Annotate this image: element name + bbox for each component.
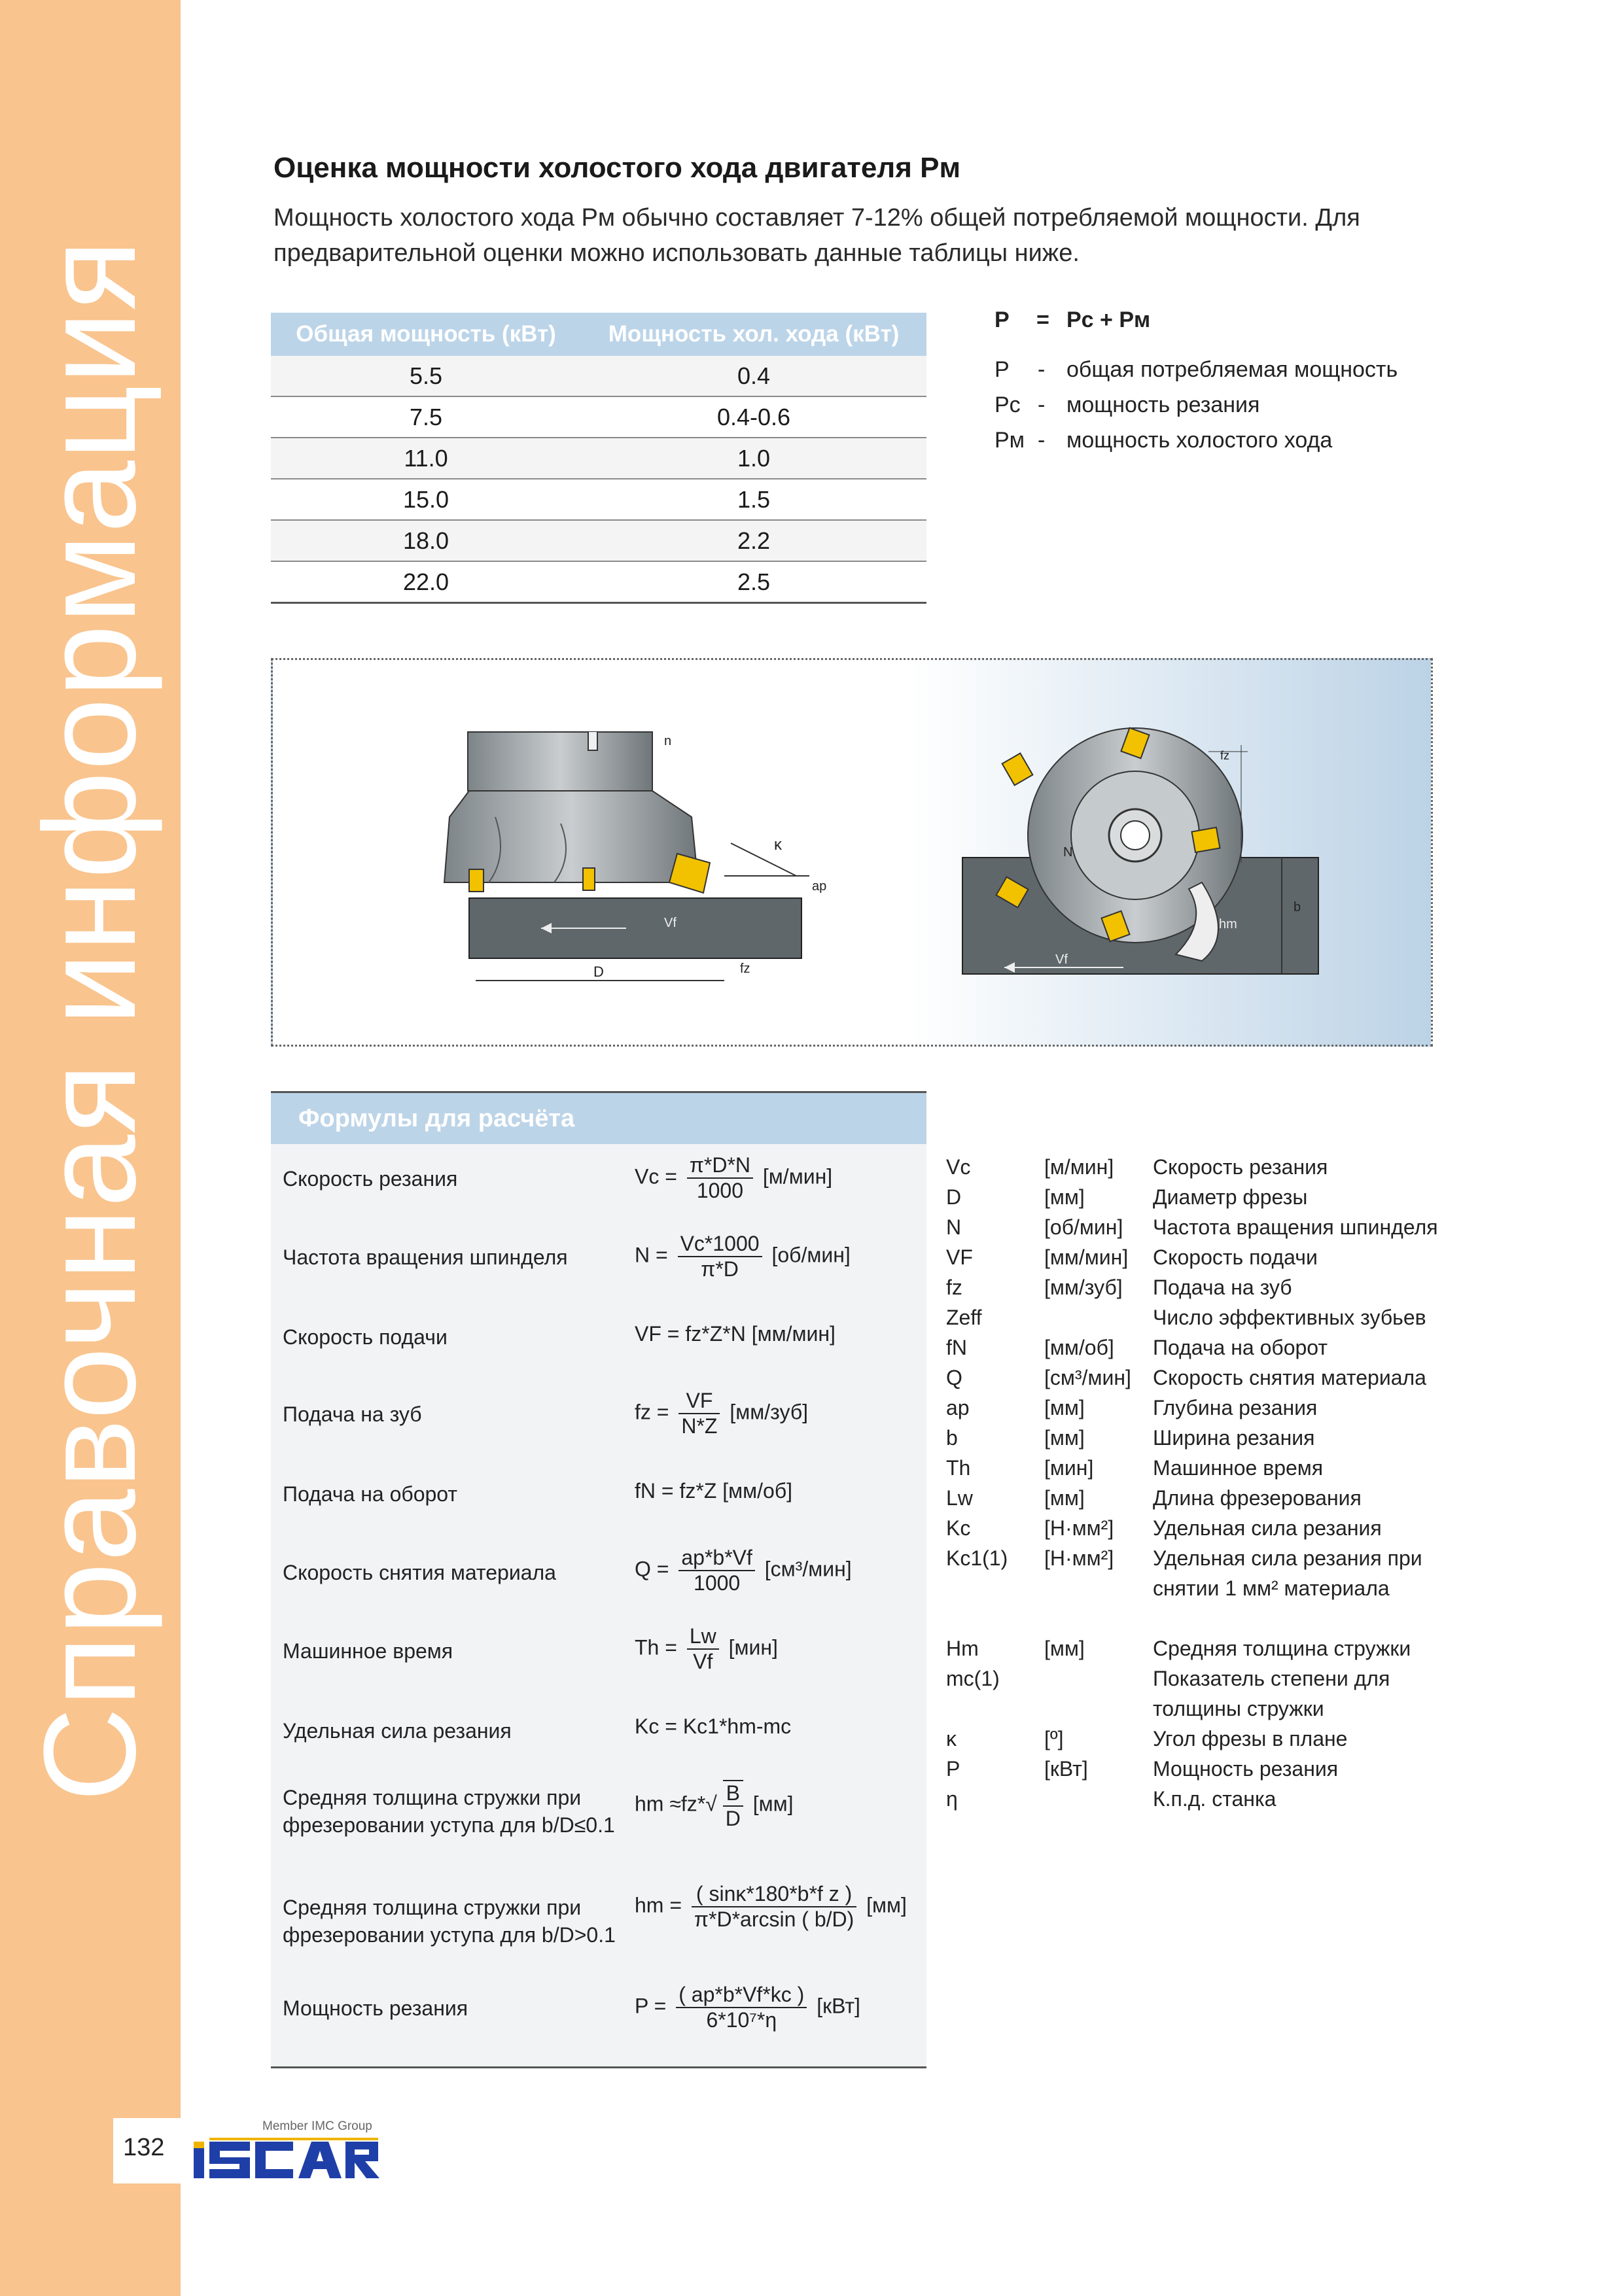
formula-denominator: D	[725, 1807, 741, 1830]
equation-lhs: P	[995, 307, 1010, 332]
legend-symbol: Kc1(1)	[946, 1546, 1008, 1570]
formula-fraction	[678, 1389, 720, 1438]
legend-unit: [мм]	[1044, 1426, 1085, 1450]
legend-unit: [мин]	[1044, 1456, 1094, 1480]
insert-icon	[1002, 754, 1033, 786]
table-cell: 0.4	[581, 356, 926, 396]
formula-unit: [мин]	[728, 1635, 778, 1660]
table-cell: 0.4-0.6	[581, 396, 926, 438]
legend-unit: [мм]	[1044, 1637, 1085, 1660]
formula-name: Скорость подачи	[283, 1325, 448, 1349]
table-cell: 7.5	[271, 396, 581, 438]
legend-unit: [Н·мм²]	[1044, 1546, 1114, 1570]
milling-diagram	[271, 658, 1433, 1047]
formula-denominator: 1000	[694, 1571, 741, 1595]
formula-expression	[635, 1232, 851, 1281]
legend-symbol: VF	[946, 1245, 973, 1269]
formula-denominator: 1000	[696, 1179, 743, 1202]
table-row	[271, 520, 926, 561]
definition-text: общая потребляемая мощность	[1066, 357, 1398, 382]
legend-symbol: mc(1)	[946, 1667, 1000, 1690]
legend-unit: [Н·мм²]	[1044, 1516, 1114, 1540]
legend-symbol: η	[946, 1787, 958, 1811]
formula-lhs: Th =	[635, 1635, 677, 1660]
legend-description: Глубина резания	[1153, 1396, 1318, 1419]
formula-fraction	[676, 1983, 807, 2032]
definition-symbol: P	[995, 357, 1010, 382]
table-cell: 18.0	[271, 520, 581, 561]
legend-unit: [мм]	[1044, 1396, 1085, 1419]
formula-expression	[635, 1389, 808, 1438]
legend-description: Длина фрезерования	[1153, 1486, 1362, 1510]
formula-fraction	[687, 1624, 719, 1674]
legend-symbol: Lw	[946, 1486, 973, 1510]
formula-expression	[635, 1322, 836, 1346]
table-cell: 2.2	[581, 520, 926, 561]
legend-description: К.п.д. станка	[1153, 1787, 1277, 1811]
label-vf: Vf	[664, 916, 677, 930]
table-row	[271, 561, 926, 603]
formula-name: Подача на оборот	[283, 1482, 458, 1506]
idle-power-table	[271, 313, 926, 604]
table-row	[271, 479, 926, 520]
legend-unit: [º]	[1044, 1727, 1064, 1750]
formula-expression	[635, 1546, 852, 1595]
legend-description: Скорость подачи	[1153, 1245, 1318, 1269]
formula-fraction	[678, 1546, 755, 1595]
formula-expression	[635, 1479, 792, 1503]
formula-unit: [мм]	[752, 1792, 794, 1816]
formula-table	[271, 1091, 926, 2068]
formula-name: Мощность резания	[283, 1996, 468, 2020]
formula-expression	[635, 1780, 793, 1831]
legend-description: Удельная сила резания	[1153, 1516, 1382, 1540]
legend-description: Мощность резания	[1153, 1757, 1339, 1781]
label-N: N	[1063, 845, 1073, 860]
definition-dash: -	[1038, 392, 1046, 417]
formula-name: Скорость снятия материала	[283, 1561, 556, 1584]
formula-denominator: 6*10⁷*η	[706, 2008, 777, 2032]
formula-lhs: P =	[635, 1994, 667, 2018]
label-b: b	[1294, 900, 1301, 914]
legend-description: Частота вращения шпинделя	[1153, 1215, 1438, 1239]
table-row	[271, 356, 926, 396]
table-cell: 1.0	[581, 438, 926, 479]
formula-table-header	[271, 1093, 926, 1144]
formula-numerator: π*D*N	[687, 1153, 753, 1179]
formula-name: Подача на зуб	[283, 1402, 422, 1426]
formula-fraction	[723, 1780, 743, 1831]
workpiece-left	[469, 898, 801, 958]
label-hm: hm	[1219, 917, 1237, 931]
formula-name: Средняя толщина стружки при фрезеровании уступа для b/D>0.1	[283, 1896, 616, 1947]
formula-name: Средняя толщина стружки при фрезеровании уступа для b/D≤0.1	[283, 1786, 615, 1837]
formula-lhs: hm =	[635, 1893, 682, 1917]
formula-numerator: B	[723, 1781, 743, 1807]
mill-shank	[468, 732, 652, 791]
label-d: D	[593, 964, 604, 980]
legend-symbol: Zeff	[946, 1306, 982, 1329]
legend-symbol: Hm	[946, 1637, 979, 1660]
definition-dash: -	[1038, 357, 1046, 382]
formula-name: Скорость резания	[283, 1167, 458, 1191]
insert-icon	[469, 869, 484, 892]
definition-text: мощность резания	[1066, 392, 1260, 417]
legend-description: Удельная сила резания при	[1153, 1546, 1422, 1570]
formula-name: Удельная сила резания	[283, 1719, 512, 1743]
legend-description: Подача на оборот	[1153, 1336, 1328, 1359]
formula-numerator: ( ap*b*Vf*kc )	[676, 1983, 807, 2008]
legend-unit: [об/мин]	[1044, 1215, 1123, 1239]
legend-unit: [мм]	[1044, 1486, 1085, 1510]
formula-lhs: Q =	[635, 1557, 669, 1581]
table-row	[271, 396, 926, 438]
legend-unit: [мм/об]	[1044, 1336, 1114, 1359]
legend-symbol: fN	[946, 1336, 967, 1359]
legend-description: Ширина резания	[1153, 1426, 1315, 1450]
legend-description: Диаметр фрезы	[1153, 1185, 1308, 1209]
section-intro: Мощность холостого хода Pм обычно составляет 7-12% общей потребляемой мощности. Для предварительной оценки можно использовать данные таблицы ниже.	[273, 204, 1360, 267]
definition-symbol: Pм	[995, 428, 1025, 453]
formula-denominator: N*Z	[681, 1414, 718, 1438]
milling-illustration	[273, 660, 1431, 1045]
equation-rhs: Pс + Pм	[1066, 307, 1151, 332]
legend-description: Скорость снятия материала	[1153, 1366, 1426, 1389]
formula-numerator: ap*b*Vf	[678, 1546, 755, 1571]
legend-description: Скорость резания	[1153, 1155, 1328, 1179]
formula-unit: [мм/зуб]	[730, 1400, 809, 1424]
formula-expression	[635, 1714, 791, 1739]
formula-name: Машинное время	[283, 1639, 453, 1663]
page-number: 132	[123, 2134, 165, 2161]
equation-equals: =	[1036, 307, 1049, 332]
table-cell: 2.5	[581, 561, 926, 603]
formula-table-title: Формулы для расчёта	[298, 1105, 575, 1132]
legend-description: снятии 1 мм² материала	[1153, 1576, 1390, 1600]
legend-unit: [мм/мин]	[1044, 1245, 1129, 1269]
formula-unit: [мм]	[866, 1893, 907, 1917]
legend-symbol: κ	[946, 1727, 957, 1750]
legend-description: толщины стружки	[1153, 1697, 1324, 1720]
legend-description: Угол фрезы в плане	[1153, 1727, 1348, 1750]
legend-unit: [мм]	[1044, 1185, 1085, 1209]
legend-symbol: D	[946, 1185, 962, 1209]
formula-unit: [мм/об]	[722, 1479, 793, 1503]
formula-denominator: π*D*arcsin ( b/D)	[694, 1907, 854, 1931]
insert-icon	[1192, 827, 1220, 852]
formula-numerator: Lw	[687, 1624, 719, 1650]
sidebar-title: Справочная информация	[17, 239, 163, 1802]
label-fz-right: fz	[1220, 749, 1230, 762]
formula-unit: [м/мин]	[762, 1164, 833, 1189]
legend-unit: [см³/мин]	[1044, 1366, 1131, 1389]
iscar-logo	[194, 2138, 383, 2183]
table-row	[271, 438, 926, 479]
legend-symbol: Th	[946, 1456, 971, 1480]
label-n: n	[664, 734, 672, 748]
definition-text: мощность холостого хода	[1066, 428, 1333, 453]
table-cell: 5.5	[271, 356, 581, 396]
insert-icon	[669, 854, 710, 893]
formula-lhs: fN = fz*Z	[635, 1479, 717, 1503]
logo-block	[194, 2119, 390, 2191]
formula-expression	[635, 1983, 860, 2032]
logo-tagline: Member IMC Group	[262, 2119, 372, 2133]
formula-denominator: π*D	[701, 1257, 739, 1281]
legend-symbol: P	[946, 1757, 960, 1781]
legend-symbol: ap	[946, 1396, 970, 1419]
table-cell: 11.0	[271, 438, 581, 479]
definition-dash: -	[1038, 428, 1046, 453]
formula-unit: [мм/мин]	[751, 1322, 836, 1346]
formula-fraction	[687, 1153, 753, 1203]
column-header: Мощность хол. хода (кВт)	[581, 313, 926, 356]
legend-description: Подача на зуб	[1153, 1276, 1292, 1299]
label-ap: ap	[812, 879, 827, 894]
legend-description: Показатель степени для	[1153, 1667, 1390, 1690]
formula-lhs: fz =	[635, 1400, 669, 1424]
formula-fraction	[678, 1232, 762, 1281]
legend-symbol: fz	[946, 1276, 962, 1299]
sidebar	[0, 0, 181, 2296]
table-cell: 15.0	[271, 479, 581, 520]
formula-lhs: N =	[635, 1243, 668, 1267]
legend-symbol: Q	[946, 1366, 962, 1389]
formula-lhs: VF = fz*Z*N	[635, 1322, 746, 1346]
formula-lhs: hm ≈fz*√	[635, 1792, 717, 1816]
formula-lhs: Kc = Kc1*hm-mc	[635, 1714, 792, 1738]
formula-unit: [см³/мин]	[764, 1557, 852, 1581]
insert-icon	[583, 868, 595, 890]
table-cell: 22.0	[271, 561, 581, 603]
formula-name: Частота вращения шпинделя	[283, 1245, 568, 1269]
legend-symbol: N	[946, 1215, 962, 1239]
legend-symbol: Kc	[946, 1516, 971, 1540]
legend-unit: [кВт]	[1044, 1757, 1088, 1781]
label-kappa: κ	[774, 836, 782, 854]
legend-description: Машинное время	[1153, 1456, 1324, 1480]
formula-unit: [об/мин]	[771, 1243, 851, 1267]
label-fz: fz	[740, 962, 750, 976]
section-title: Оценка мощности холостого хода двигателя Pм	[273, 152, 961, 184]
legend-symbol: Vc	[946, 1155, 971, 1179]
formula-fraction	[692, 1882, 856, 1932]
table-header-row	[271, 313, 926, 356]
formula-lhs: Vc =	[635, 1164, 677, 1189]
legend-unit: [м/мин]	[1044, 1155, 1114, 1179]
definition-symbol: Pс	[995, 392, 1021, 417]
legend-symbol: b	[946, 1426, 958, 1450]
column-header: Общая мощность (кВт)	[271, 313, 581, 356]
label-vf-right: Vf	[1055, 952, 1068, 967]
legend-description: Число эффективных зубьев	[1153, 1306, 1426, 1329]
formula-unit: [кВт]	[817, 1994, 860, 2018]
formula-numerator: VF	[678, 1389, 720, 1414]
formula-expression	[635, 1153, 832, 1203]
formula-denominator: Vf	[693, 1650, 713, 1673]
legend-unit: [мм/зуб]	[1044, 1276, 1123, 1299]
table-cell: 1.5	[581, 479, 926, 520]
formula-numerator: ( sinκ*180*b*f z )	[692, 1882, 856, 1907]
formula-expression	[635, 1624, 778, 1674]
formula-expression	[635, 1882, 907, 1932]
legend-description: Средняя толщина стружки	[1153, 1637, 1411, 1660]
formula-numerator: Vc*1000	[678, 1232, 762, 1257]
